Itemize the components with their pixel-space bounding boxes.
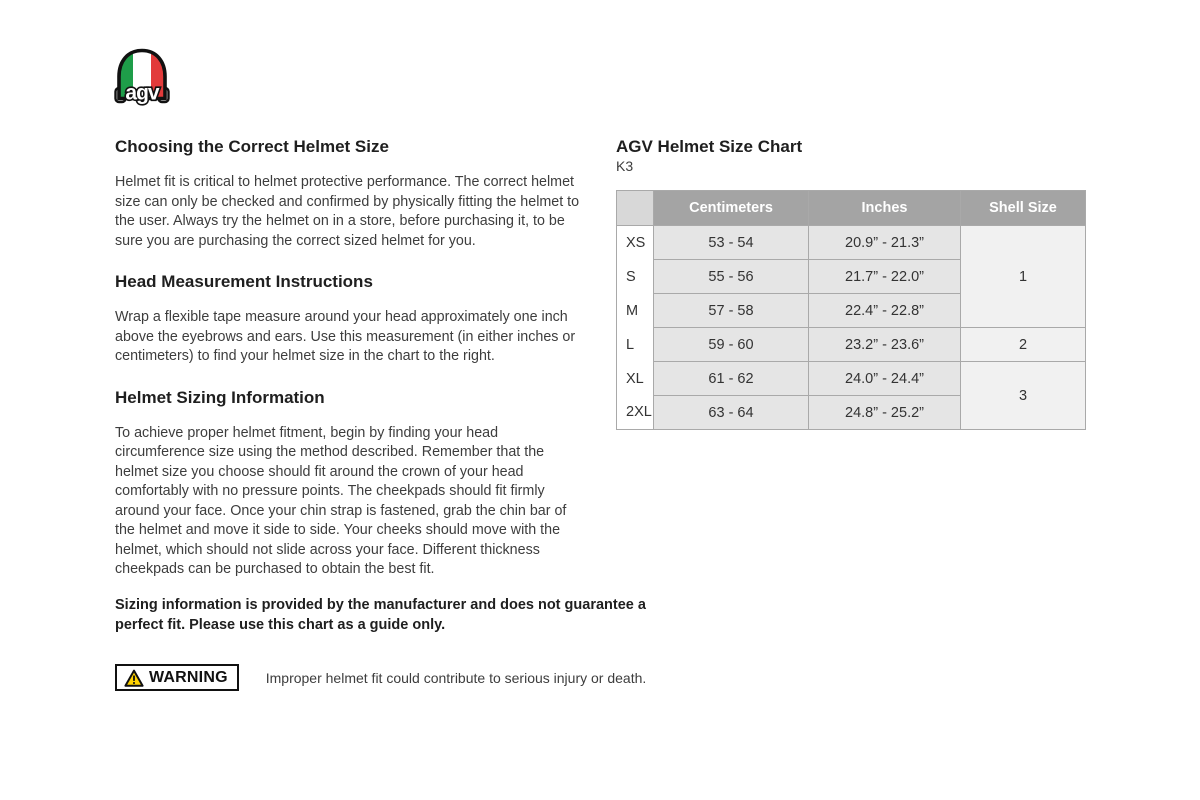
agv-helmet-icon [114,47,170,108]
shell-size-value: 3 [961,362,1086,430]
size-label: L [617,328,654,362]
section-heading: Helmet Sizing Information [115,387,325,407]
cm-range: 55 - 56 [654,260,809,294]
table-row [617,226,1086,260]
section-heading: Choosing the Correct Helmet Size [115,137,389,156]
cm-range: 53 - 54 [654,226,809,260]
section-heading: Head Measurement Instructions [115,272,373,291]
warning-triangle-icon [124,669,144,687]
size-chart-column [616,136,1085,430]
section-choosing-size [115,136,586,251]
inch-range: 21.7” - 22.0” [809,260,961,294]
section-body: Wrap a flexible tape measure around your head approximately one inch above the eyebrows and ears. Use this measurement (in either inches or centimeters) to find your helmet size in the chart to the right. [115,309,576,364]
cm-range: 63 - 64 [654,396,809,430]
section-head-measurement [115,271,586,367]
table-row [617,362,1086,396]
cm-range: 57 - 58 [654,294,809,328]
warning-badge [115,664,239,691]
agv-logo-text: agv [125,81,159,105]
shell-size-value: 1 [961,226,1086,328]
section-sizing-information [115,387,586,580]
inch-range: 24.8” - 25.2” [809,396,961,430]
inch-range: 23.2” - 23.6” [809,328,961,362]
shell-size-value: 2 [961,328,1086,362]
manufacturer-disclaimer: Sizing information is provided by the manufacturer and does not guarantee a perfect fit. Please use this chart as a guide only. [115,597,646,633]
size-label: XL [617,362,654,396]
header-shell-size: Shell Size [961,191,1086,226]
warning-row [115,664,646,691]
size-label: M [617,294,654,328]
section-body: To achieve proper helmet fitment, begin by finding your head circumference size using the method described. Remember that the helmet size you choose should fit around the crown of your head comfortably with no pressure points. The cheekpads should fit firmly around your face. Once your chin strap is fastened, grab the chin bar of the helmet and move it side to side. Your cheeks should move with the helmet, which should not slide across your face. Different thickness cheekpads can be purchased to obtain the best fit. [115,424,567,577]
table-header-row [617,191,1086,226]
cm-range: 61 - 62 [654,362,809,396]
inch-range: 24.0” - 24.4” [809,362,961,396]
table-row [617,328,1086,362]
chart-model: K3 [616,158,634,174]
chart-title: AGV Helmet Size Chart [616,137,803,156]
inch-range: 22.4” - 22.8” [809,294,961,328]
size-label: S [617,260,654,294]
helmet-size-table [616,190,1086,430]
section-body: Helmet fit is critical to helmet protective performance. The correct helmet size can only be checked and confirmed by physically fitting the helmet to the user. Always try the helmet on in a store, before purchasing it, to be sure you are purchasing the correct sized helmet for you. [115,174,580,249]
header-centimeters: Centimeters [654,191,809,226]
agv-logo [114,47,170,108]
inch-range: 20.9” - 21.3” [809,226,961,260]
header-corner-cell [617,191,654,226]
size-label: 2XL [617,396,654,430]
warning-text: Improper helmet fit could contribute to serious injury or death. [265,669,647,686]
cm-range: 59 - 60 [654,328,809,362]
warning-label: WARNING [149,668,228,686]
sizing-info-column [115,136,586,600]
size-label: XS [617,226,654,260]
header-inches: Inches [809,191,961,226]
